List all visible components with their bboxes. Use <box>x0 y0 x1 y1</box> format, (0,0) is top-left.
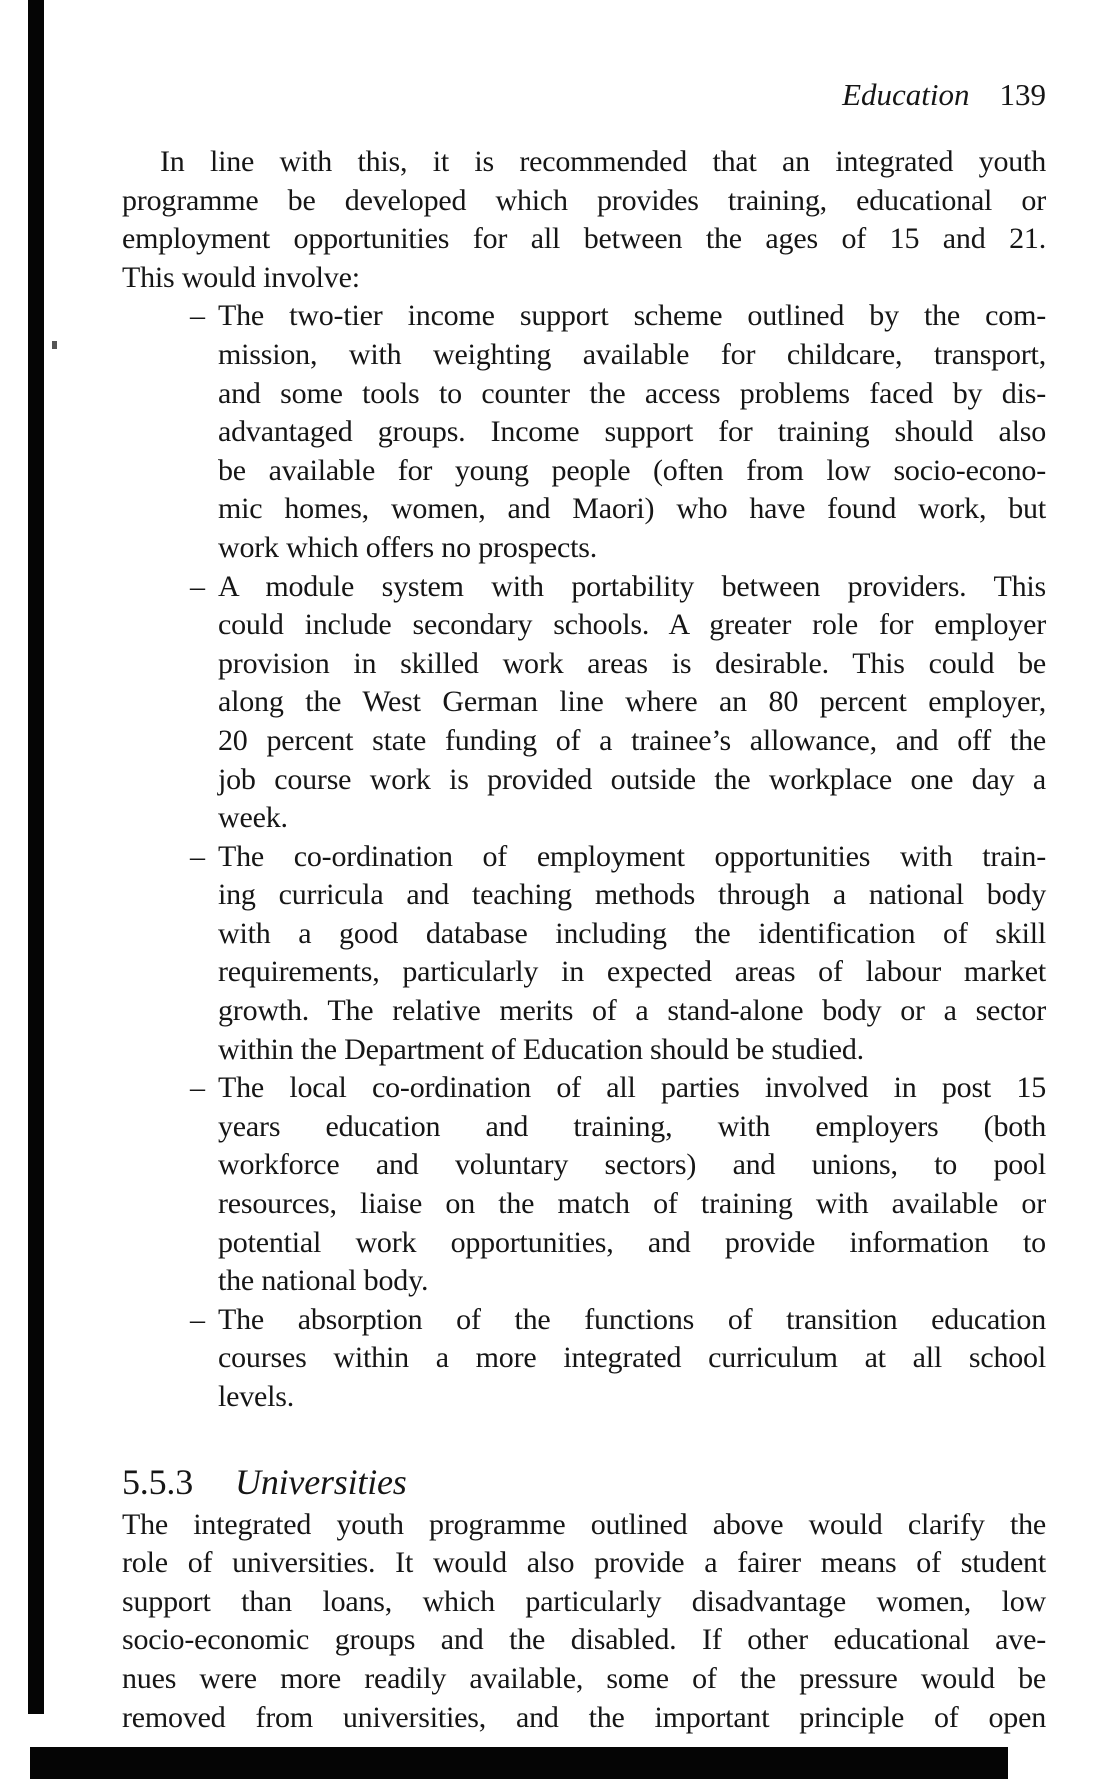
text-line: along the West German line where an 80 percent employer, <box>218 685 1046 719</box>
text-line: role of universities. It would also provide a fairer means of student <box>122 1546 1046 1580</box>
text-line: 20 percent state funding of a trainee’s allowance, and off the <box>218 723 1046 757</box>
text-line: years education and training, with employers (both <box>218 1109 1046 1143</box>
text-line: provision in skilled work areas is desirable. This could be <box>218 646 1046 680</box>
text-line: advantaged groups. Income support for training should also <box>218 415 1046 449</box>
text-line: programme be developed which provides training, educational or <box>122 183 1046 217</box>
text-line: mic homes, women, and Maori) who have found work, but <box>218 492 1046 526</box>
text-line: removed from universities, and the important principle of open <box>122 1700 1046 1734</box>
scan-edge-bottom-bar <box>30 1747 1008 1779</box>
text-line: The local co-ordination of all parties involved in post 15 <box>218 1071 1046 1105</box>
running-header-title: Education <box>842 77 970 112</box>
text-line: growth. The relative merits of a stand-alone body or a sector <box>218 994 1046 1028</box>
bullet-item <box>122 297 1046 567</box>
bullet-dash: – <box>190 1302 205 1336</box>
text-line: This would involve: <box>122 260 360 294</box>
bullet-dash: – <box>190 299 205 333</box>
text-line: The co-ordination of employment opportunities with train- <box>218 839 1046 873</box>
text-line: week. <box>218 801 288 835</box>
text-line: employment opportunities for all between the ages of 15 and 21. <box>122 222 1046 256</box>
bullet-dash: – <box>190 1071 205 1105</box>
text-line: socio-economic groups and the disabled. If other educational ave- <box>122 1623 1046 1657</box>
page-number: 139 <box>999 77 1046 112</box>
text-line: could include secondary schools. A greater role for employer <box>218 608 1046 642</box>
text-line: courses within a more integrated curriculum at all school <box>218 1341 1046 1375</box>
running-header <box>122 76 1046 114</box>
scan-edge-left-bar <box>28 0 44 1714</box>
bullet-item <box>122 1301 1046 1417</box>
bullet-item <box>122 838 1046 1070</box>
text-line: job course work is provided outside the workplace one day a <box>218 762 1046 796</box>
section-number: 5.5.3 <box>122 1461 194 1502</box>
section-title: Universities <box>235 1461 407 1502</box>
text-line: resources, liaise on the match of training with available or <box>218 1187 1046 1221</box>
text-line: ing curricula and teaching methods through a national body <box>218 878 1046 912</box>
text-line: be available for young people (often from low socio-econo- <box>218 453 1046 487</box>
text-line: The integrated youth programme outlined above would clarify the <box>122 1507 1046 1541</box>
text-line: The two-tier income support scheme outlined by the com- <box>218 299 1046 333</box>
text-line: mission, with weighting available for childcare, transport, <box>218 337 1046 371</box>
text-line: and some tools to counter the access problems faced by dis- <box>218 376 1046 410</box>
text-line: potential work opportunities, and provide information to <box>218 1225 1046 1259</box>
scan-speck <box>52 341 57 349</box>
text-line: In line with this, it is recommended that an integrated youth <box>160 145 1046 178</box>
text-line: levels. <box>218 1380 295 1413</box>
text-line: within the Department of Education should be studied. <box>218 1032 864 1066</box>
text-line: requirements, particularly in expected areas of labour market <box>218 955 1046 989</box>
bullet-dash: – <box>190 839 205 873</box>
text-line: with a good database including the identification of skill <box>218 916 1046 950</box>
paragraph <box>122 1506 1046 1738</box>
page-content <box>122 143 1046 1737</box>
text-line: A module system with portability between providers. This <box>218 569 1046 603</box>
paragraph <box>122 143 1046 297</box>
bullet-dash: – <box>190 569 205 603</box>
bullet-item <box>122 568 1046 838</box>
text-line: workforce and voluntary sectors) and unions, to pool <box>218 1148 1046 1182</box>
section-heading <box>122 1459 1046 1505</box>
bullet-item <box>122 1069 1046 1301</box>
text-line: work which offers no prospects. <box>218 530 597 564</box>
text-line: the national body. <box>218 1264 429 1298</box>
text-line: The absorption of the functions of transition education <box>218 1302 1046 1336</box>
text-line: nues were more readily available, some of the pressure would be <box>122 1661 1046 1695</box>
text-line: support than loans, which particularly disadvantage women, low <box>122 1584 1046 1618</box>
